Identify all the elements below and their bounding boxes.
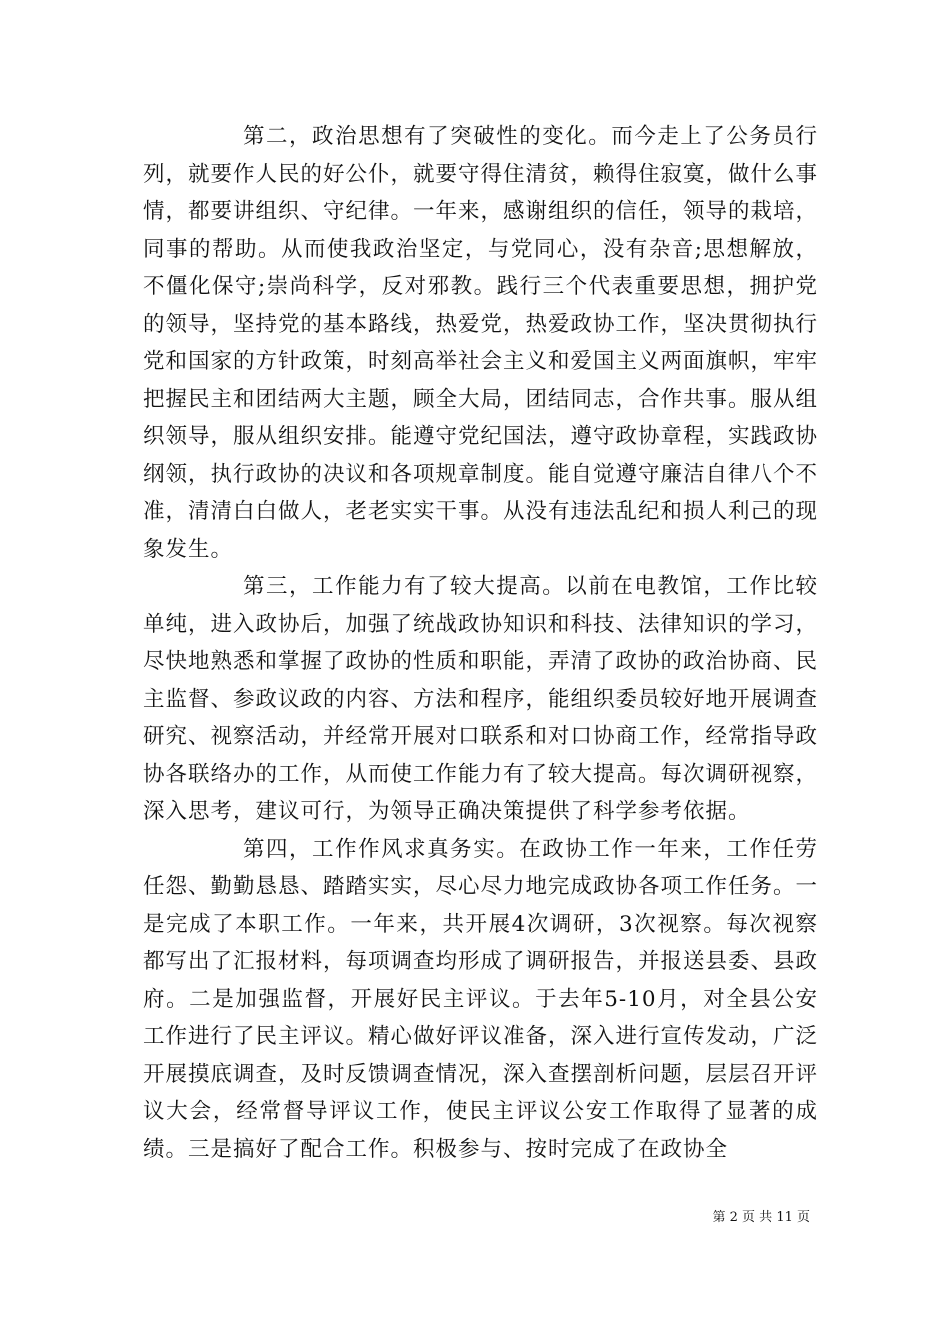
paragraph-work-style: 第四，工作作风求真务实。在政协工作一年来，工作任劳任怨、勤勤恳恳、踏踏实实，尽心尽力地完成政协各项工作任务。一是完成了本职工作。一年来，共开展4次调研，3次视察。每次视察都写出了汇报材料，每项调查均形成了调研报告，并报送县委、县政府。二是加强监督，开展好民主评议。于去年5-10月，对全县公安工作进行了民主评议。精心做好评议准备，深入进行宣传发动，广泛开展摸底调查，及时反馈调查情况，深入查摆剖析问题，层层召开评议大会，经常督导评议工作，使民主评议公安工作取得了显著的成绩。三是搞好了配合工作。积极参与、按时完成了在政协全 [143,836,819,1162]
paragraph-work-ability: 第三，工作能力有了较大提高。以前在电教馆，工作比较单纯，进入政协后，加强了统战政协知识和科技、法律知识的学习，尽快地熟悉和掌握了政协的性质和职能，弄清了政协的政治协商、民主监督、参政议政的内容、方法和程序，能组织委员较好地开展调查研究、视察活动，并经常开展对口联系和对口协商工作，经常指导政协各联络办的工作，从而使工作能力有了较大提高。每次调研视察，深入思考，建议可行，为领导正确决策提供了科学参考依据。 [143,574,819,824]
paragraph-political-thought: 第二，政治思想有了突破性的变化。而今走上了公务员行列，就要作人民的好公仆，就要守得住清贫，赖得住寂寞，做什么事情，都要讲组织、守纪律。一年来，感谢组织的信任，领导的栽培，同事的帮助。从而使我政治坚定，与党同心，没有杂音;思想解放，不僵化保守;崇尚科学，反对邪教。践行三个代表重要思想，拥护党的领导，坚持党的基本路线，热爱党，热爱政协工作，坚决贯彻执行党和国家的方针政策，时刻高举社会主义和爱国主义两面旗帜，牢牢把握民主和团结两大主题，顾全大局，团结同志，合作共事。服从组织领导，服从组织安排。能遵守党纪国法，遵守政协章程，实践政协纲领，执行政协的决议和各项规章制度。能自觉遵守廉洁自律八个不准，清清白白做人，老老实实干事。从没有违法乱纪和损人利己的现象发生。 [143,124,819,562]
document-body [143,118,818,1168]
page-number-footer: 第 2 页 共 11 页 [712,1210,810,1225]
